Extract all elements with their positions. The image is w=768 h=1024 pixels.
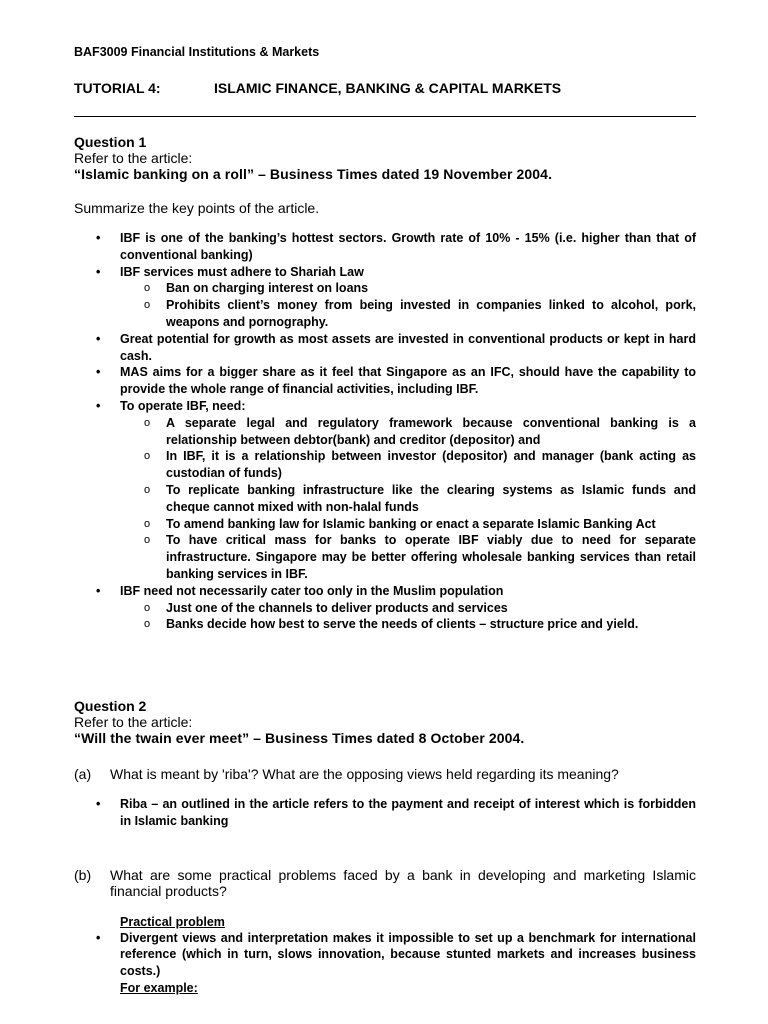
for-example-heading: For example: bbox=[120, 980, 198, 995]
question-2-title: Question 2 bbox=[74, 698, 147, 714]
question-2a bbox=[74, 766, 696, 782]
tutorial-title: ISLAMIC FINANCE, BANKING & CAPITAL MARKETS bbox=[214, 80, 562, 96]
list-item: • Divergent views and interpretation makes it impossible to set up a benchmark for international reference (which in turn, slows innovation, because stunted markets and increases business costs.) bbox=[96, 930, 696, 979]
bullet-icon: • bbox=[96, 231, 101, 245]
question-2 bbox=[74, 698, 696, 996]
sub-list bbox=[74, 600, 696, 634]
list-item: • IBF services must adhere to Shariah Law o Ban on charging interest on loans o Prohibits client’s money from being invested in companies linked to alcohol, pork, weapons and pornography. bbox=[74, 264, 696, 331]
question-1-title: Question 1 bbox=[74, 134, 147, 150]
list-item: • IBF need not necessarily cater too only in the Muslim population o Just one of the channels to deliver products and services o Banks decide how best to serve the needs of clients – structure price and yield. bbox=[74, 583, 696, 633]
question-1-prompt: Summarize the key points of the article. bbox=[74, 200, 320, 216]
bullet-icon: • bbox=[96, 797, 101, 811]
sub-list-item: o To amend banking law for Islamic banking or enact a separate Islamic Banking Act bbox=[144, 516, 656, 531]
practical-problem-heading: Practical problem bbox=[120, 914, 225, 929]
question-2b bbox=[74, 867, 696, 899]
sub-list-item: o Prohibits client’s money from being invested in companies linked to alcohol, pork, weapons and pornography. bbox=[144, 298, 696, 329]
question-1 bbox=[74, 134, 696, 633]
tutorial-label: TUTORIAL 4: bbox=[74, 80, 161, 96]
sub-list bbox=[74, 280, 696, 330]
list-item: • IBF is one of the banking’s hottest sectors. Growth rate of 10% - 15% (i.e. higher than that of conventional banking) bbox=[96, 231, 696, 262]
question-2-article: “Will the twain ever meet” – Business Times dated 8 October 2004. bbox=[74, 730, 525, 746]
sub-bullet-icon: o bbox=[144, 601, 151, 614]
sub-list-item: o A separate legal and regulatory framework because conventional banking is a relationship between debtor(bank) and creditor (depositor) and bbox=[144, 415, 696, 447]
tutorial-heading bbox=[74, 80, 562, 96]
list-item: • Riba – an outlined in the article refers to the payment and receipt of interest which is forbidden in Islamic banking bbox=[96, 797, 696, 828]
bullet-icon: • bbox=[96, 365, 101, 380]
question-1-bullet-list bbox=[74, 230, 696, 633]
sub-list-item: o Just one of the channels to deliver products and services bbox=[144, 600, 508, 615]
bullet-icon: • bbox=[96, 331, 101, 346]
sub-list-item: o To have critical mass for banks to operate IBF viably due to need for separate infrastructure. Singapore may be better offering wholesale banking services than retail banking services in IBF. bbox=[144, 533, 696, 581]
sub-list-item: o In IBF, it is a relationship between investor (depositor) and manager (bank acting as custodian of funds) bbox=[144, 449, 696, 481]
sub-list-item: o Ban on charging interest on loans bbox=[144, 281, 369, 296]
sub-list-item: o Banks decide how best to serve the needs of clients – structure price and yield. bbox=[144, 617, 639, 632]
list-item: • MAS aims for a bigger share as it feel that Singapore as an IFC, should have the capability to provide the whole range of financial activities, including IBF. bbox=[96, 365, 696, 397]
question-2a-answer bbox=[74, 796, 696, 830]
question-2a-label: (a) bbox=[74, 766, 92, 782]
sub-bullet-icon: o bbox=[144, 534, 151, 547]
sub-bullet-icon: o bbox=[144, 517, 151, 530]
question-2b-label: (b) bbox=[74, 866, 92, 883]
sub-bullet-icon: o bbox=[144, 416, 151, 429]
sub-bullet-icon: o bbox=[144, 483, 151, 496]
list-item: • Great potential for growth as most assets are invested in conventional products or kept in hard cash. bbox=[96, 331, 696, 363]
question-2b-answer bbox=[74, 930, 696, 980]
question-2b-text: What are some practical problems faced by a bank in developing and marketing Islamic financial products? bbox=[110, 866, 696, 899]
bullet-icon: • bbox=[96, 398, 101, 413]
sub-bullet-icon: o bbox=[144, 282, 151, 295]
question-2a-text: What is meant by 'riba'? What are the opposing views held regarding its meaning? bbox=[110, 766, 619, 782]
sub-bullet-icon: o bbox=[144, 618, 151, 631]
sub-bullet-icon: o bbox=[144, 299, 151, 312]
course-title: BAF3009 Financial Institutions & Markets bbox=[74, 45, 320, 59]
question-2-refer: Refer to the article: bbox=[74, 714, 193, 730]
sub-bullet-icon: o bbox=[144, 450, 151, 463]
question-1-refer: Refer to the article: bbox=[74, 150, 193, 166]
list-item: • To operate IBF, need: o A separate legal and regulatory framework because conventional banking is a relationship between debtor(bank) and creditor (depositor) and o In IBF, it is a relationship between investor (depositor) and manager (bank acting as custodian of funds) o To replicate banking infrastructure like the clearing systems as Islamic funds and cheque cannot mixed with non-halal funds o To amend banking law for Islamic banking or enact a separate Islamic Banking Act o To have critical mass for banks to operate IBF viably due to need for separate infrastructure. Singapore may be better offering wholesale banking services than retail banking services in IBF. bbox=[74, 398, 696, 583]
header-divider bbox=[74, 116, 696, 117]
sub-list-item: o To replicate banking infrastructure like the clearing systems as Islamic funds and cheque cannot mixed with non-halal funds bbox=[144, 482, 696, 514]
bullet-icon: • bbox=[96, 583, 101, 598]
bullet-icon: • bbox=[96, 930, 101, 945]
question-1-article: “Islamic banking on a roll” – Business Times dated 19 November 2004. bbox=[74, 166, 553, 182]
sub-list bbox=[74, 415, 696, 583]
bullet-icon: • bbox=[96, 264, 101, 279]
